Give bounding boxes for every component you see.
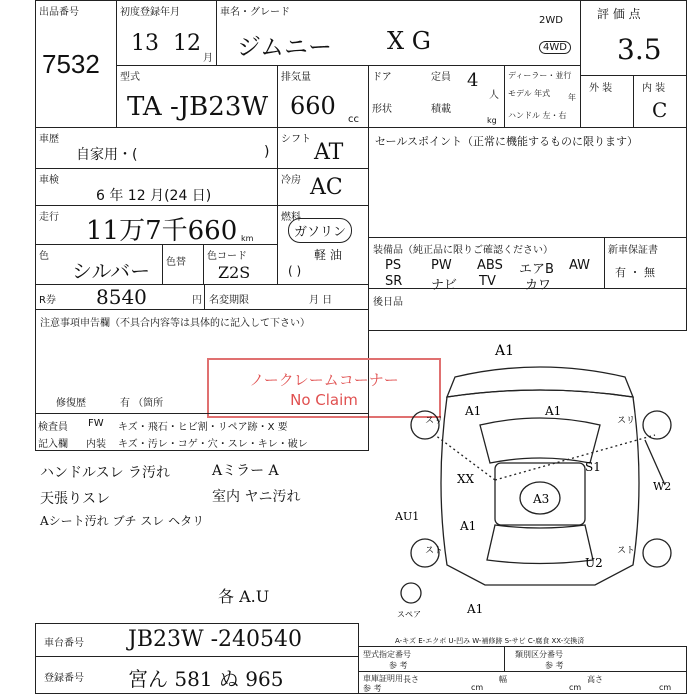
damage-legend: A-キズ E-エクボ U-凹み W-補修跡 S-サビ C-腐食 XX-交換済: [395, 637, 585, 645]
model-name: ジムニー: [237, 33, 333, 61]
designation-cell: 型式指定番号 参 考: [358, 646, 505, 672]
dimensions-cell: 車庫証明用 参 考 長さ cm 幅 cm 高さ cm: [358, 671, 687, 694]
color: シルバー: [72, 259, 151, 283]
category-cell: 類別区分番号 参 考: [504, 646, 687, 672]
diagram-mark-a1-left: A1: [465, 404, 482, 418]
remark-right-2: 室内 ヤニ汚れ: [212, 489, 301, 505]
diagram-mark-st-rr: スト: [617, 546, 636, 556]
cc-cell: 排気量 660 cc: [277, 65, 369, 128]
diagram-mark-a1-right: A1: [545, 404, 562, 418]
fuel-cell: 燃料 ガソリン 軽 油 ( ): [277, 205, 369, 285]
car-damage-diagram: [395, 335, 695, 625]
diagram-mark-a1-top: A1: [495, 343, 515, 359]
wheel-rr: [643, 539, 671, 567]
remark-left-2: 天張りスレ: [40, 491, 110, 507]
first-reg-label: 初度登録年月: [120, 7, 180, 18]
equip-airbag: エアB: [519, 262, 554, 277]
diagram-mark-s1: S1: [585, 460, 601, 474]
inspector-cell: 検査員 記入欄 FW キズ・飛石・ヒビ割・リペア跡・X 要 内装 キズ・汚レ・コゲ・穴・スレ・キレ・破レ: [35, 413, 369, 451]
rear-window: [487, 525, 593, 564]
no-claim-jp: ノークレームコーナー: [249, 371, 399, 389]
windshield: [480, 418, 600, 463]
equip-leather: カワ: [525, 278, 552, 293]
no-claim-en: No Claim: [290, 391, 358, 409]
diagram-mark-u2: U2: [585, 556, 603, 570]
diagram-mark-scratch-fr: スリ: [617, 416, 636, 426]
equip-sr: SR: [385, 274, 403, 289]
capacity: 4: [467, 70, 479, 91]
shift: AT: [314, 140, 344, 165]
first-reg-month: 12: [173, 31, 201, 56]
diagram-mark-xx: XX: [457, 472, 475, 486]
color-code-cell: 色コード Z2S: [203, 244, 278, 285]
shift-cell: シフト AT: [277, 127, 369, 169]
score: 3.5: [617, 33, 662, 66]
type-cell: 型式 TA -JB23W: [116, 65, 278, 128]
plate-number: 宮ん 581 ぬ 965: [128, 667, 284, 691]
interior-cell: 内 装 C: [633, 75, 687, 128]
remark-left-3: Aシート汚れ ブチ スレ ヘタリ: [40, 514, 205, 528]
color-code: Z2S: [218, 263, 251, 282]
wheel-fr: [643, 411, 671, 439]
ac-cell: 冷房 AC: [277, 168, 369, 206]
equip-ps: PS: [385, 258, 402, 273]
warranty-cell: 新車保証書 有 ・ 無: [604, 237, 687, 289]
remark-bottom: 各 A.U: [218, 587, 270, 606]
interior-grade: C: [652, 98, 668, 122]
name-change-cell: 名変期限 月 日: [204, 284, 369, 310]
mileage: 11万7千660: [86, 216, 238, 246]
recycle-fee: 8540: [96, 285, 147, 309]
exterior-cell: 外 装: [580, 75, 634, 128]
sales-point-cell: セールスポイント（正常に機能するものに限ります）: [368, 127, 687, 238]
score-label: 評 価 点: [597, 7, 641, 21]
remark-right-1: Aミラー A: [212, 463, 279, 479]
later-items-cell: 後日品: [368, 288, 687, 331]
score-cell: [580, 0, 687, 76]
diagram-mark-st-rl: スト: [425, 546, 444, 556]
lot-no: 7532: [42, 49, 100, 79]
grade: X G: [387, 27, 431, 55]
equip-aw: AW: [569, 258, 591, 273]
diagram-mark-a1-mid: A1: [460, 519, 477, 533]
diagram-mark-a3: A3: [533, 492, 550, 506]
door-capacity-cell: ドア 定員 4 人 形状 積載 kg: [368, 65, 505, 128]
car-body: [441, 390, 639, 585]
color-cell: 色 シルバー: [35, 244, 163, 285]
spare-label: スペア: [397, 610, 421, 619]
history: 自家用・(: [76, 147, 138, 163]
tone-cell: 色替: [162, 244, 204, 285]
model-cell: [216, 0, 581, 66]
dealer-cell: ディーラー・並行 モデル 年式 年 ハンドル 左・右: [504, 65, 581, 128]
car-outline-front: [447, 367, 633, 397]
diagram-mark-w2: W2: [653, 480, 672, 493]
spare-tire: [401, 583, 421, 603]
inspection: 6 年 12 月(24 日): [96, 188, 212, 204]
chassis-number: JB23W -240540: [128, 627, 303, 652]
notes-cell: 注意事項申告欄（不具合内容等は具体的に記入して下さい） 修復歴 有 （箇所: [35, 309, 369, 414]
equip-navi: ナビ: [431, 278, 458, 293]
fuel-gasoline: ガソリン: [288, 218, 352, 243]
equip-tv: TV: [479, 274, 496, 289]
plate-cell: 登録番号 宮ん 581 ぬ 965: [35, 656, 359, 694]
lot-no-cell: [35, 0, 117, 128]
equip-abs: ABS: [477, 258, 503, 273]
drive-2wd: 2WD: [539, 15, 563, 26]
history-cell: 車歴 自家用・( ): [35, 127, 278, 169]
diagram-mark-a1-bottom: A1: [467, 602, 484, 616]
first-reg-cell: 初度登録年月 13 12 月: [116, 0, 217, 66]
remark-left-1: ハンドルスレ ラ汚れ: [40, 465, 171, 481]
equipment-cell: 装備品（純正品に限りご確認ください） PS PW ABS エアB AW SR ナビ TV カワ: [368, 237, 605, 289]
first-reg-year: 13: [131, 31, 159, 56]
ac: AC: [310, 175, 343, 200]
inspection-cell: 車検 6 年 12 月(24 日): [35, 168, 278, 206]
cc: 660: [290, 92, 336, 120]
diagram-mark-au1: AU1: [395, 510, 420, 523]
diagram-mark-scratch-fl: スリ: [425, 416, 444, 426]
chassis-cell: 車台番号 JB23W -240540: [35, 623, 359, 657]
drive-4wd: 4WD: [539, 41, 571, 54]
model-label: 車名・グレード: [220, 7, 290, 18]
mileage-cell: 走行 11万7千660 km: [35, 205, 278, 245]
lot-no-label: 出品番号: [39, 7, 79, 18]
type: TA -JB23W: [127, 92, 269, 122]
recycle-cell: R券 8540 円: [35, 284, 205, 310]
equip-pw: PW: [431, 258, 452, 273]
